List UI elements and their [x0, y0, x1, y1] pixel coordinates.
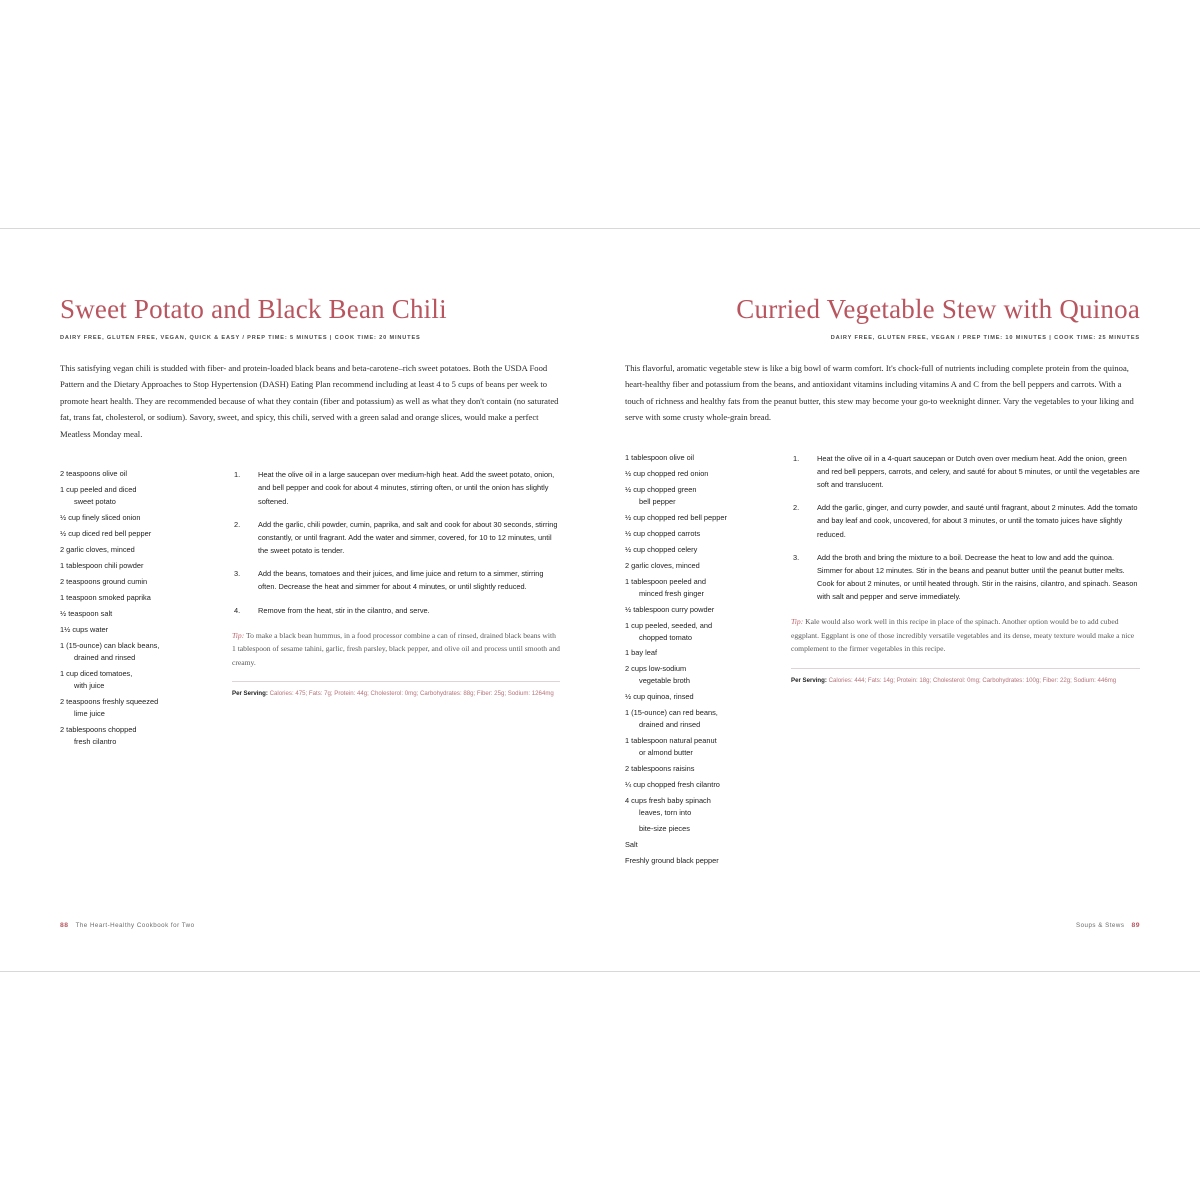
running-title: The Heart-Healthy Cookbook for Two [75, 922, 195, 929]
ingredient-text: Freshly ground black pepper [625, 856, 719, 866]
left-recipe-title: Sweet Potato and Black Bean Chili [60, 294, 447, 324]
ingredient-item [625, 663, 773, 687]
ingredient-item [625, 779, 773, 791]
ingredient-item [625, 468, 773, 480]
left-recipe-intro: This satisfying vegan chili is studded with fiber- and protein-loaded black beans and beta-carotene–rich sweet potatoes. Both the USDA Food Pattern and the Dietary Approaches to Stop Hypertension (DASH) Eating Plan recommend including at least 4 to 5 cups of beans per week to promote heart health. They are recommended because of what they contain (fiber and potassium) as well as what they don't contain (no saturated fat, trans fat, cholesterol, or sodium). Savory, sweet, and spicy, this chili, served with a green salad and orange slices, would make a perfect Meatless Monday meal. [60, 362, 559, 439]
right-tip-label: Tip: [791, 617, 804, 627]
ingredient-text: 2 teaspoons ground cumin [60, 577, 148, 587]
ingredient-text: 1 tablespoon natural peanut [625, 736, 717, 746]
ingredient-item [60, 576, 210, 588]
ingredient-text: 1 cup peeled and diced [60, 485, 137, 495]
ingredient-continuation: with juice [74, 680, 105, 690]
step-item: Add the garlic, ginger, and curry powder, and sauté until fragrant, about 2 minutes. Add the tomato and bay leaf and cook, uncovered, for about 3 minutes, or until the tomato juices have slightly reduced. [817, 503, 1138, 539]
ingredient-text: 1 bay leaf [625, 648, 658, 658]
ingredient-text: 2 tablespoons raisins [625, 764, 695, 774]
right-nutrition-label: Per Serving: [791, 676, 827, 684]
ingredient-item [60, 640, 210, 664]
ingredient-item [60, 696, 210, 720]
ingredient-item [625, 528, 773, 540]
right-nutrition [791, 676, 1140, 686]
right-recipe-body [625, 452, 1140, 872]
left-nutrition-label: Per Serving: [232, 690, 268, 698]
ingredient-continuation: minced fresh ginger [639, 588, 704, 598]
left-nutrition-text: Calories: 475; Fats: 7g; Protein: 44g; Cholesterol: 0mg; Carbohydrates: 88g; Fiber: 25g; Sodium: 1264mg [269, 690, 554, 698]
ingredient-item [625, 763, 773, 775]
ingredient-item [60, 668, 210, 692]
left-ingredients-column [60, 468, 210, 752]
ingredient-item [625, 647, 773, 659]
ingredient-text: ½ cup chopped green [625, 484, 697, 494]
ingredient-text: ½ cup chopped carrots [625, 528, 701, 538]
right-steps-list [791, 452, 1140, 604]
left-recipe-tags: DAIRY FREE, GLUTEN FREE, VEGAN, QUICK & EASY / PREP TIME: 5 MINUTES | COOK TIME: 20 MINUTES [60, 334, 421, 341]
ingredient-text: 1 (15-ounce) can black beans, [60, 641, 160, 651]
ingredient-item [625, 620, 773, 644]
ingredient-text: 2 cups low-sodium [625, 664, 687, 674]
right-steps-column [773, 452, 1140, 872]
ingredient-item [625, 576, 773, 600]
right-ingredients-column [625, 452, 773, 872]
ingredient-item [625, 823, 773, 835]
ingredient-continuation: vegetable broth [639, 676, 690, 686]
ingredient-item [60, 544, 210, 556]
right-recipe-intro: This flavorful, aromatic vegetable stew is like a big bowl of warm comfort. It's chock-full of nutrients including complete protein from the quinoa, heart-healthy fiber and potassium from the beans, and antioxidant vitamins including vitamins A and C from the bell peppers and carrots. With a touch of richness and healthy fats from the peanut butter, this stew may become your go-to weeknight dinner. Vary the vegetables to your liking and serve with some crusty whole-grain bread. [625, 362, 1134, 423]
ingredient-text: 1 tablespoon chili powder [60, 561, 144, 571]
right-nutrition-divider [791, 668, 1140, 669]
ingredient-item [625, 604, 773, 616]
ingredient-text: 2 teaspoons freshly squeezed [60, 696, 159, 706]
ingredient-text: 1 cup diced tomatoes, [60, 668, 133, 678]
step-item: Heat the olive oil in a 4-quart saucepan or Dutch oven over medium heat. Add the onion, green and red bell peppers, carrots, and celery, and sauté for about 5 minutes, or until the vegetables are soft and translucent. [817, 453, 1140, 490]
cookbook-spread [0, 228, 1200, 972]
ingredient-continuation: lime juice [74, 708, 105, 718]
ingredient-item [625, 795, 773, 819]
ingredient-text: 4 cups fresh baby spinach [625, 796, 711, 806]
ingredient-continuation: sweet potato [74, 497, 116, 507]
left-recipe-body [60, 468, 560, 752]
ingredient-text: ½ cup chopped red onion [625, 468, 709, 478]
ingredient-item [625, 452, 773, 464]
left-steps-list [232, 468, 560, 617]
step-item: Remove from the heat, stir in the cilantro, and serve. [258, 605, 430, 615]
ingredient-item [625, 707, 773, 731]
ingredient-item [60, 528, 210, 540]
ingredient-text: 2 tablespoons chopped [60, 724, 137, 734]
ingredient-text: ½ cup chopped celery [625, 544, 698, 554]
ingredient-text: ½ cup diced red bell pepper [60, 529, 152, 539]
ingredient-text: Salt [625, 840, 638, 850]
chapter-title: Soups & Stews [1075, 922, 1125, 929]
right-nutrition-text: Calories: 444; Fats: 14g; Protein: 18g; Cholesterol: 0mg; Carbohydrates: 100g; Fiber: 22g; Sodium: 446mg [828, 676, 1117, 684]
right-recipe-tags: DAIRY FREE, GLUTEN FREE, VEGAN / PREP TIME: 10 MINUTES | COOK TIME: 25 MINUTES [830, 334, 1140, 341]
ingredient-item [60, 624, 210, 636]
left-ingredients-list [60, 468, 210, 748]
ingredient-item [625, 839, 773, 851]
right-ingredients-list [625, 452, 773, 868]
ingredient-item [60, 592, 210, 604]
step-item: Add the beans, tomatoes and their juices, and lime juice and return to a simmer, stirring often. Decrease the heat and simmer for about 4 minutes, or until slightly reduced. [258, 569, 544, 592]
ingredient-text: 2 garlic cloves, minced [60, 545, 135, 555]
ingredient-item [625, 512, 773, 524]
ingredient-text: ½ cup finely sliced onion [60, 513, 141, 523]
ingredient-item [60, 484, 210, 508]
ingredient-text: ½ tablespoon curry powder [625, 604, 715, 614]
right-recipe-title: Curried Vegetable Stew with Quinoa [736, 294, 1140, 324]
ingredient-item [60, 560, 210, 572]
ingredient-text: 1 tablespoon olive oil [625, 452, 695, 462]
ingredient-continuation: drained and rinsed [74, 653, 136, 662]
ingredient-continuation: fresh cilantro [74, 736, 117, 746]
ingredient-item [625, 560, 773, 572]
left-tip [232, 629, 560, 670]
ingredient-text: ½ cup quinoa, rinsed [625, 692, 694, 702]
right-page-footer [1076, 922, 1140, 929]
ingredient-continuation: chopped tomato [639, 632, 693, 642]
ingredient-item [625, 735, 773, 759]
ingredient-text: 2 teaspoons olive oil [60, 469, 127, 479]
left-nutrition-divider [232, 681, 560, 682]
ingredient-item [60, 468, 210, 480]
ingredient-text: 2 garlic cloves, minced [625, 560, 700, 570]
right-page-number: 89 [1131, 922, 1140, 929]
left-nutrition [232, 689, 560, 699]
left-tip-text: To make a black bean hummus, in a food processor combine a can of rinsed, drained black beans with 1 tablespoon of sesame tahini, garlic, fresh parsley, black pepper, and olive oil and process until smooth and creamy. [232, 630, 560, 667]
ingredient-continuation: leaves, torn into [639, 808, 692, 818]
ingredient-text: 1½ cups water [60, 625, 109, 635]
right-tip [791, 615, 1140, 656]
ingredient-text: 1 teaspoon smoked paprika [60, 593, 151, 603]
right-tip-text: Kale would also work well in this recipe in place of the spinach. Another option would be to add cubed eggplant. Eggplant is one of those incredibly versatile vegetables and its dense, meaty texture would make a nice complement to the firmer vegetables in this recipe. [791, 617, 1135, 654]
ingredient-text: ¼ cup chopped fresh cilantro [625, 780, 720, 790]
ingredient-item [625, 484, 773, 508]
ingredient-item [625, 855, 773, 867]
left-page-number: 88 [60, 922, 69, 929]
ingredient-item [60, 608, 210, 620]
ingredient-text: ½ cup chopped red bell pepper [625, 512, 727, 522]
ingredient-text: ½ teaspoon salt [60, 609, 113, 619]
right-page [600, 229, 1200, 971]
ingredient-continuation: bite-size pieces [639, 824, 690, 834]
left-page-footer [60, 922, 195, 929]
ingredient-continuation: drained and rinsed [639, 720, 701, 730]
ingredient-continuation: bell pepper [639, 496, 676, 506]
ingredient-text: 1 tablespoon peeled and [625, 576, 706, 586]
ingredient-continuation: or almond butter [639, 748, 693, 758]
left-tip-label: Tip: [232, 630, 245, 640]
ingredient-item [60, 512, 210, 524]
ingredient-item [625, 691, 773, 703]
ingredient-text: 1 (15-ounce) can red beans, [625, 708, 718, 718]
ingredient-text: 1 cup peeled, seeded, and [625, 620, 713, 630]
step-item: Heat the olive oil in a large saucepan over medium-high heat. Add the sweet potato, onion, and bell pepper and cook for about 4 minutes, stirring often, or until the onion has slightly softened. [258, 470, 555, 506]
left-page [0, 229, 600, 971]
ingredient-item [60, 724, 210, 748]
step-item: Add the broth and bring the mixture to a boil. Decrease the heat to low and add the quinoa. Simmer for about 12 minutes. Stir in the beans and peanut butter until the peanut butter melts. Cook for about 2 minutes, or until heated through. Stir in the raisins, cilantro, and spinach. Season with salt and pepper and serve immediately. [817, 552, 1138, 602]
left-steps-column [210, 468, 560, 752]
step-item: Add the garlic, chili powder, cumin, paprika, and salt and cook for about 30 seconds, stirring constantly, or until fragrant. Add the water and simmer, covered, for 10 to 12 minutes, until the sweet potato is tender. [258, 519, 558, 556]
ingredient-item [625, 544, 773, 556]
